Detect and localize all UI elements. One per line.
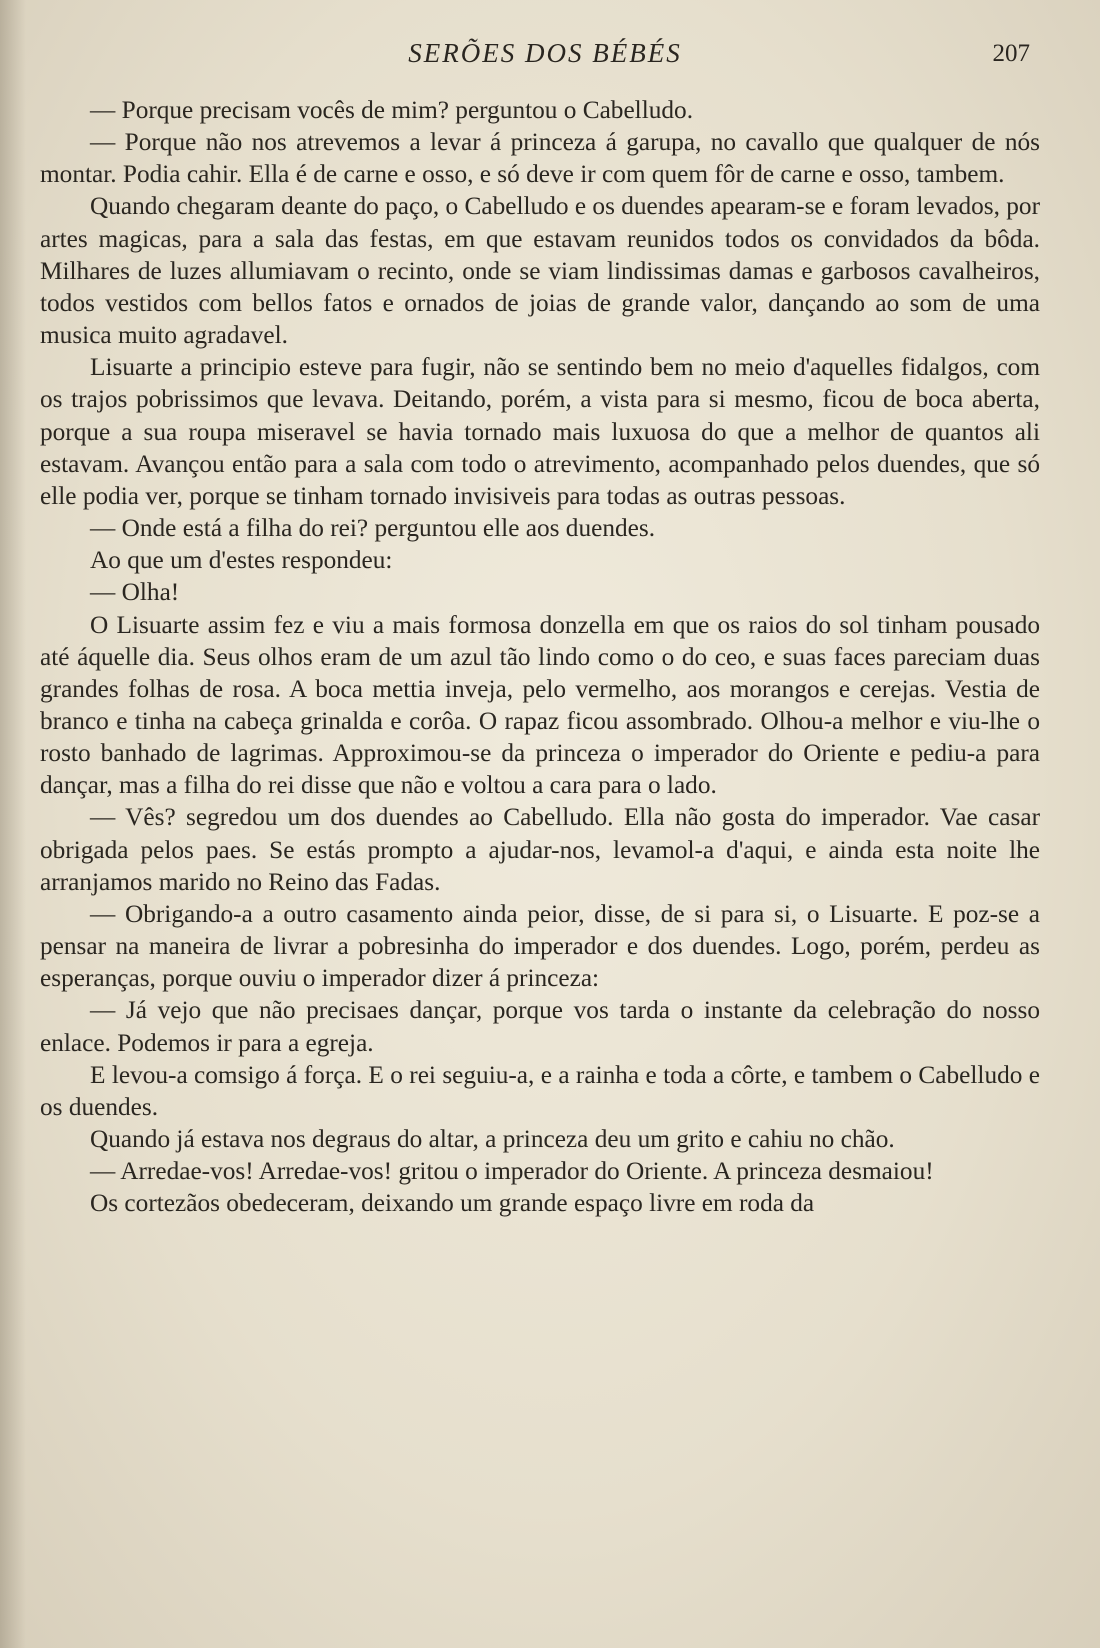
spine-shadow <box>0 0 26 1648</box>
paragraph: — Porque não nos atrevemos a levar á princeza á garupa, no cavallo que qualquer de nós montar. Podia cahir. Ella é de carne e osso, e só deve ir com quem fôr de carne e osso, tambem. <box>40 128 1040 189</box>
page-number: 207 <box>992 40 1030 67</box>
paragraph: Lisuarte a principio esteve para fugir, não se sentindo bem no meio d'aquelles fidalgos, com os trajos pobrissimos que levava. Deitando, porém, a vista para si mesmo, ficou de boca aberta, porque a sua roupa miseravel se havia tornado mais luxuosa do que a melhor de quantos ali estavam. Avançou então para a sala com todo o atrevimento, acompanhado pelos duendes, que só elle podia ver, porque se tinham tornado invisiveis para todas as outras pessoas. <box>40 353 1040 510</box>
paragraph: — Arredae-vos! Arredae-vos! gritou o imperador do Oriente. A princeza desmaiou! <box>90 1157 934 1186</box>
paragraph: — Vês? segredou um dos duendes ao Cabelludo. Ella não gosta do imperador. Vae casar obrigada pelos paes. Se estás prompto a ajudar-nos, levamol-a d'aqui, e ainda esta noite lhe arranjamos marido no Reino das Fadas. <box>40 803 1040 896</box>
paragraph: E levou-a comsigo á força. E o rei seguiu-a, e a rainha e toda a côrte, e tambem o Cabelludo e os duendes. <box>40 1060 1040 1121</box>
paragraph: Os cortezãos obedeceram, deixando um grande espaço livre em roda da <box>90 1189 815 1218</box>
paragraph: Ao que um d'estes respondeu: <box>90 546 393 575</box>
text-body <box>40 94 1040 1219</box>
paragraph: Quando já estava nos degraus do altar, a princeza deu um grito e cahiu no chão. <box>90 1125 895 1153</box>
paragraph: — Porque precisam vocês de mim? perguntou o Cabelludo. <box>90 96 694 124</box>
paragraph: — Já vejo que não precisaes dançar, porque vos tarda o instante da celebração do nosso enlace. Podemos ir para a egreja. <box>40 996 1040 1057</box>
paragraph: O Lisuarte assim fez e viu a mais formosa donzella em que os raios do sol tinham pousado até áquelle dia. Seus olhos eram de um azul tão lindo como o do ceo, e suas faces pareciam duas grandes folhas de rosa. A boca mettia inveja, pelo vermelho, aos morangos e cerejas. Vestia de branco e tinha na cabeça grinalda e corôa. O rapaz ficou assombrado. Olhou-a melhor e viu-lhe o rosto banhado de lagrimas. Approximou-se da princeza o imperador do Oriente e pediu-a para dançar, mas a filha do rei disse que não e voltou a cara para o lado. <box>40 610 1040 800</box>
paragraph: Quando chegaram deante do paço, o Cabelludo e os duendes apearam-se e foram levados, por artes magicas, para a sala das festas, em que estavam reunidos todos os convidados da bôda. Milhares de luzes allumiavam o recinto, onde se viam lindissimas damas e garbosos cavalheiros, todos vestidos com bellos fatos e ornados de joias de grande valor, dançando ao som de uma musica muito agradavel. <box>40 192 1040 350</box>
running-head <box>40 34 1050 74</box>
paragraph: — Olha! <box>90 578 180 607</box>
paragraph: — Onde está a filha do rei? perguntou elle aos duendes. <box>90 514 656 543</box>
running-title: SERÕES DOS BÉBÉS <box>408 38 682 68</box>
paragraph: — Obrigando-a a outro casamento ainda peior, disse, de si para si, o Lisuarte. E poz-se a pensar na maneira de livrar a pobresinha do imperador e dos duendes. Logo, porém, perdeu as esperanças, porque ouviu o imperador dizer á princeza: <box>40 899 1040 993</box>
